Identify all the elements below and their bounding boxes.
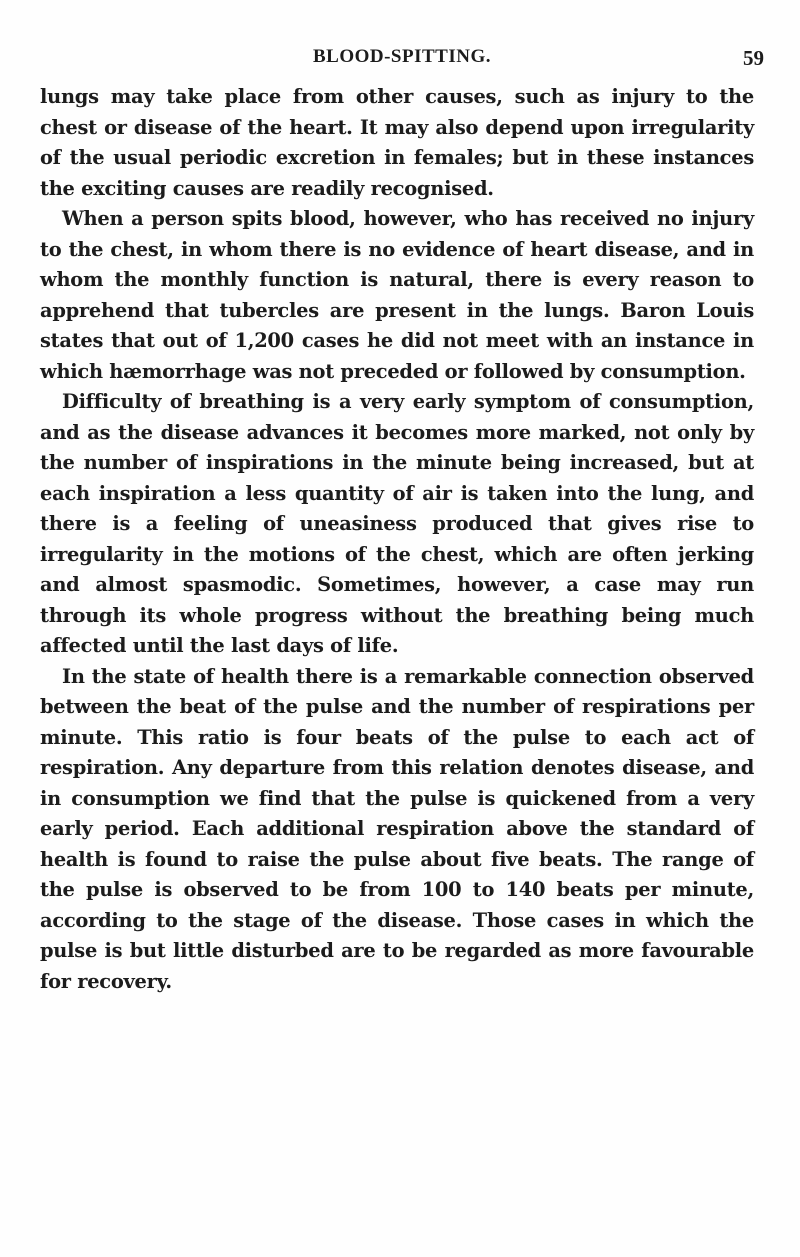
paragraph-continuation: lungs may take place from other causes, such as injury to the chest or disease of the heart. It may also depend upon irregularity of the usual periodic excretion in females; but in these instances the exciting causes are readily recognised. bbox=[40, 85, 754, 200]
running-header bbox=[40, 46, 764, 76]
paragraph-pulse-respiration: In the state of health there is a remarkable connection observed between the beat of the pulse and the number of respirations per minute. This ratio is four beats of the pulse to each act of respiration. Any departure from this relation denotes disease, and in consumption we find that the pulse is quickened from a very early period. Each additional respiration above the standard of health is found to raise the pulse about five beats. The range of the pulse is observed to be from 100 to 140 beats per minute, according to the stage of the disease. Those cases in which the pulse is but little disturbed are to be regarded as more favourable for recovery. bbox=[40, 664, 754, 993]
body-text bbox=[40, 82, 754, 997]
paragraph-difficulty-breathing: Difficulty of breathing is a very early symptom of consumption, and as the disease advances it becomes more marked, not only by the number of inspirations in the minute being increased, but at each inspiration a less quantity of air is taken into the lung, and there is a feeling of uneasiness produced that gives rise to irregularity in the motions of the chest, which are often jerking and almost spasmodic. Sometimes, however, a case may run through its whole progress without the breathing being much affected until the last days of life. bbox=[40, 390, 754, 657]
page-number: 59 bbox=[743, 46, 764, 70]
running-title: BLOOD-SPITTING. bbox=[312, 46, 491, 67]
paragraph-spitting-blood: When a person spits blood, however, who has received no injury to the chest, in whom there is no evidence of heart disease, and in whom the monthly function is natural, there is every reason to apprehend that tubercles are present in the lungs. Baron Louis states that out of 1,200 cases he did not meet with an instance in which hæmorrhage was not preceded or followed by consumption. bbox=[40, 207, 754, 383]
